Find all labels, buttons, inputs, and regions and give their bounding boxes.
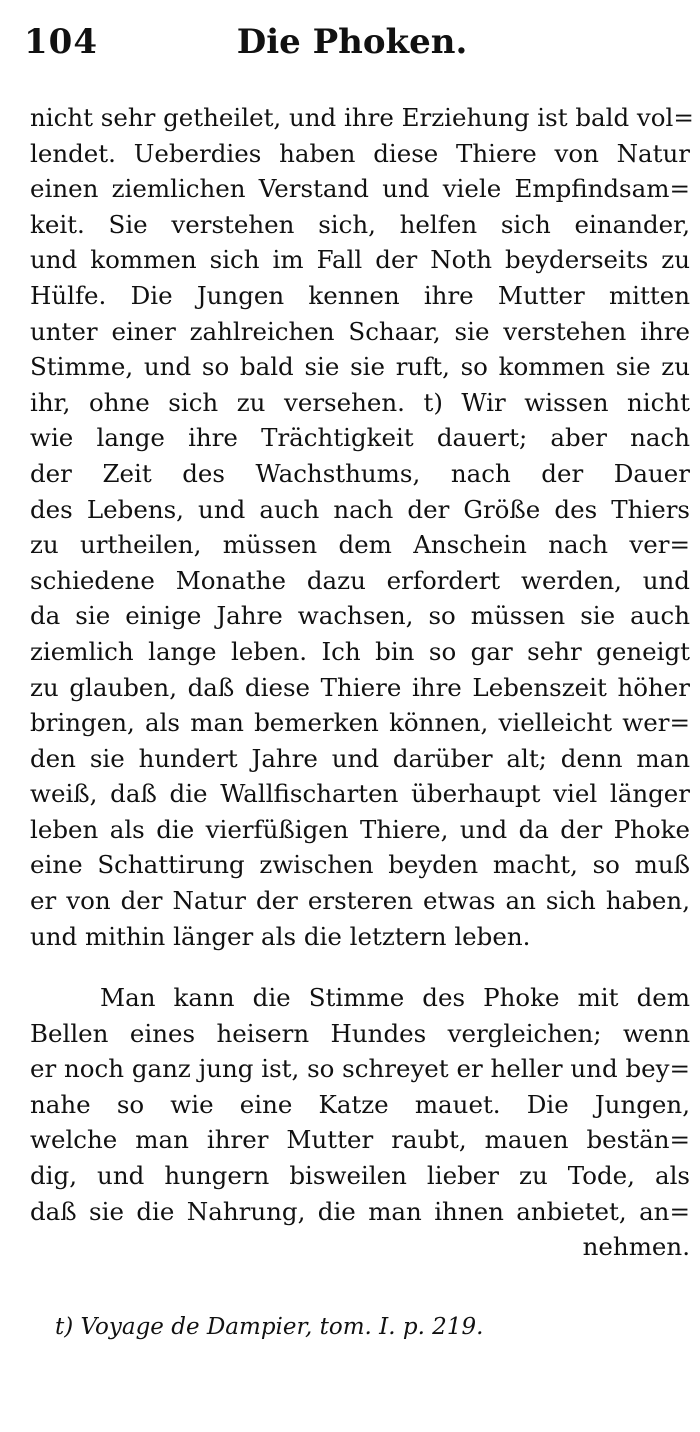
text-line: lendet. Ueberdies haben diese Thiere von Natur — [30, 138, 690, 168]
text-line: er von der Natur der ersteren etwas an sich haben, — [30, 886, 690, 916]
text-line: welche man ihrer Mutter raubt, mauen bestän= — [30, 1125, 690, 1155]
text-line: unter einer zahlreichen Schaar, sie verstehen ihre — [30, 316, 690, 346]
text-line: leben als die vierfüßigen Thiere, und da der Phoke — [30, 814, 690, 844]
text-line: zu glauben, daß diese Thiere ihre Lebenszeit höher — [30, 672, 690, 702]
text-line: da sie einige Jahre wachsen, so müssen sie auch — [30, 601, 690, 631]
text-line: der Zeit des Wachsthums, nach der Dauer — [30, 458, 690, 488]
page-number: 104 — [24, 22, 98, 62]
text-line: den sie hundert Jahre und darüber alt; denn man — [30, 743, 690, 773]
text-line: nicht sehr getheilet, und ihre Erziehung ist bald vol= — [30, 103, 694, 132]
text-line: schiedene Monathe dazu erfordert werden, und — [30, 565, 690, 595]
text-line: ziemlich lange leben. Ich bin so gar sehr geneigt — [30, 636, 690, 666]
text-line: eine Schattirung zwischen beyden macht, so muß — [30, 850, 690, 880]
running-title: Die Phoken. — [236, 22, 468, 62]
text-line: weiß, daß die Wallfischarten überhaupt viel länger — [30, 779, 690, 809]
text-line: nehmen. — [582, 1232, 690, 1262]
text-line: des Lebens, und auch nach der Größe des Thiers — [30, 494, 690, 524]
text-line: nahe so wie eine Katze mauet. Die Jungen, — [30, 1089, 690, 1119]
text-line: und kommen sich im Fall der Noth beyderseits zu — [30, 245, 690, 275]
text-line: wie lange ihre Trächtigkeit dauert; aber nach — [30, 423, 690, 453]
text-line: Stimme, und so bald sie sie ruft, so kommen sie zu — [30, 352, 690, 382]
text-line: Bellen eines heisern Hundes vergleichen; wenn — [30, 1018, 690, 1048]
text-line: keit. Sie verstehen sich, helfen sich einander, — [30, 209, 690, 239]
paragraph-1 — [30, 100, 694, 954]
text-line: dig, und hungern bisweilen lieber zu Tode, als — [30, 1160, 690, 1190]
text-line: bringen, als man bemerken können, vielleicht wer= — [30, 708, 690, 738]
text-line: Man kann die Stimme des Phoke mit dem — [100, 983, 690, 1012]
text-line: und mithin länger als die letztern leben. — [30, 921, 531, 951]
text-line: einen ziemlichen Verstand und viele Empfindsam= — [30, 174, 690, 204]
paragraph-2 — [30, 980, 690, 1265]
text-line: daß sie die Nahrung, die man ihnen anbietet, an= — [30, 1196, 690, 1226]
footnote: t) Voyage de Dampier, tom. I. p. 219. — [55, 1314, 484, 1340]
text-line: zu urtheilen, müssen dem Anschein nach ver= — [30, 530, 690, 560]
text-line: er noch ganz jung ist, so schreyet er heller und bey= — [30, 1054, 690, 1084]
page-header — [24, 22, 680, 72]
text-line: ihr, ohne sich zu versehen. t) Wir wissen nicht — [30, 387, 690, 417]
text-line: Hülfe. Die Jungen kennen ihre Mutter mitten — [30, 280, 690, 310]
